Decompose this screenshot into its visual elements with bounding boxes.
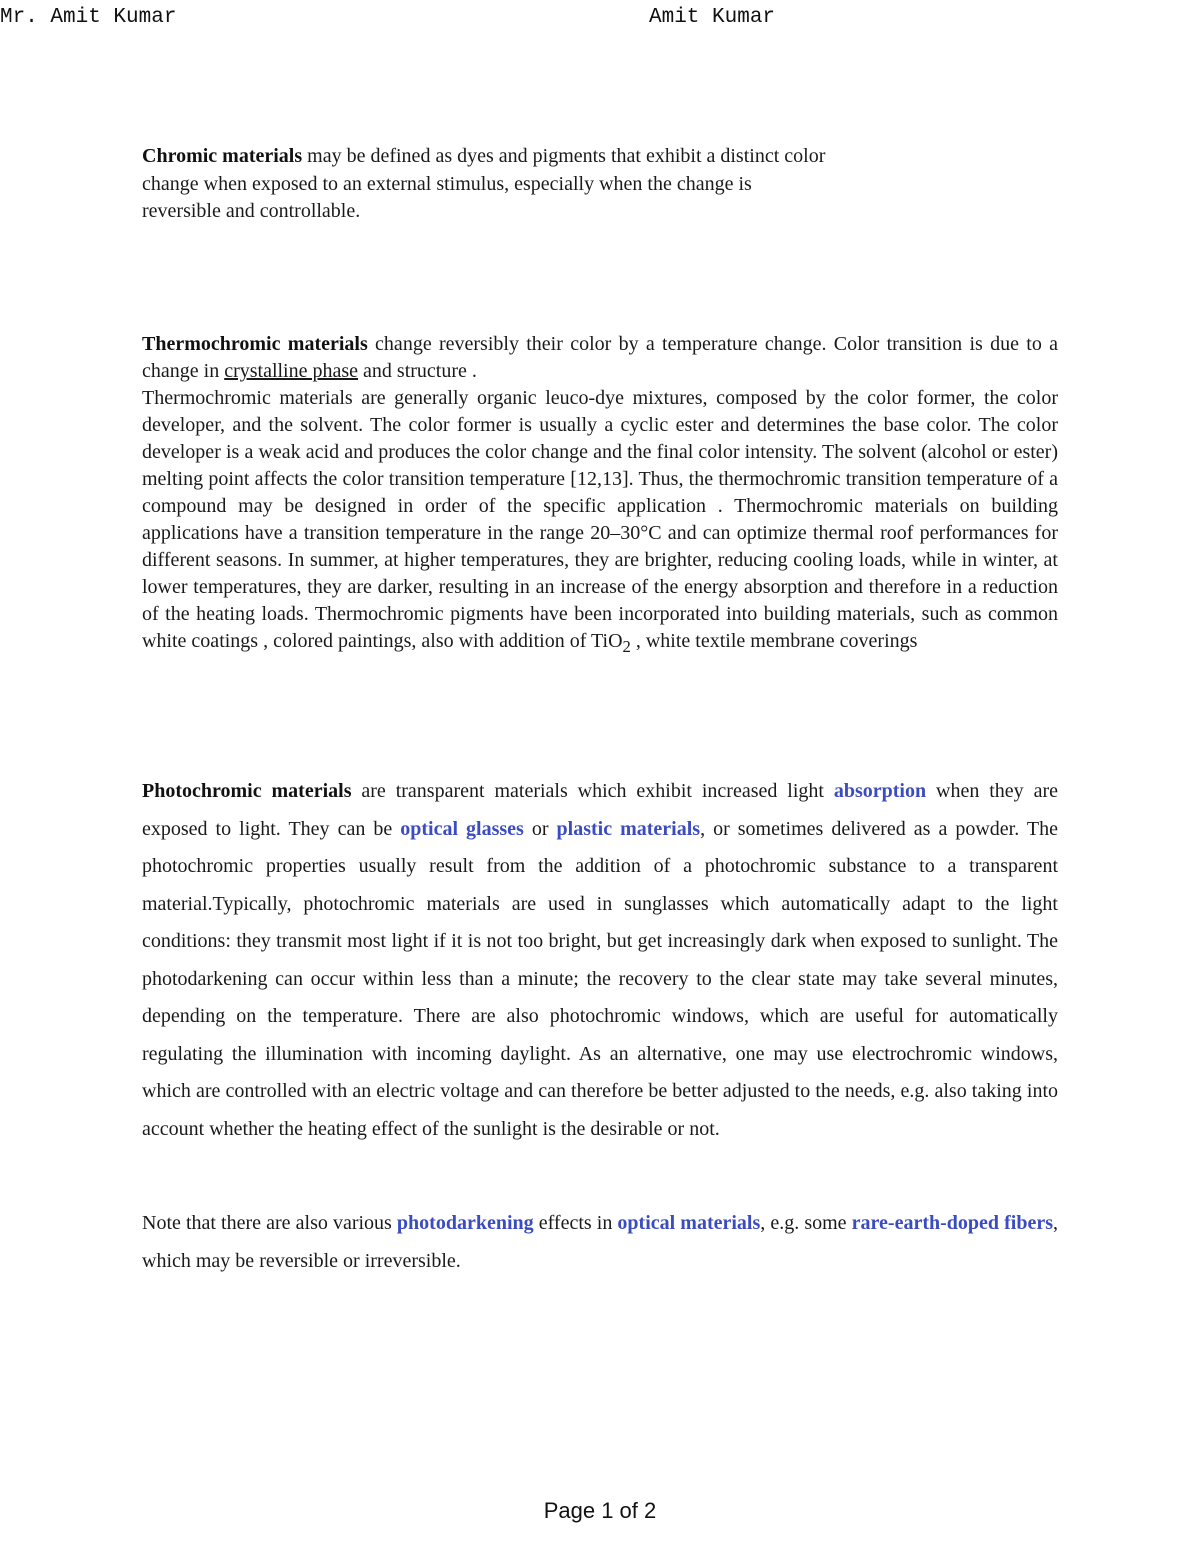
optical-glasses-link[interactable]: optical glasses: [400, 817, 524, 840]
note-text-4: , which may be reversible or irreversible.: [142, 1212, 1059, 1272]
absorption-link[interactable]: absorption: [833, 780, 927, 802]
plastic-materials-link[interactable]: plastic materials: [556, 817, 701, 840]
optical-materials-link[interactable]: optical materials: [617, 1212, 761, 1234]
note-text-2: effects in: [533, 1212, 618, 1234]
photochromic-term: Photochromic materials: [142, 780, 352, 802]
thermochromic-paragraph: [142, 331, 1058, 660]
chromic-term: Chromic materials: [142, 145, 303, 167]
photochromic-text-3: or: [523, 817, 557, 840]
note-text-3: , e.g. some: [760, 1212, 852, 1234]
chromic-text: may be defined as dyes and pigments that exhibit a distinct color change when exposed to an external stimulus, especially when the change is reversible and controllable.: [142, 145, 826, 222]
photochromic-text-1: are transparent materials which exhibit increased light: [351, 780, 834, 802]
tio2-subscript: 2: [622, 637, 631, 656]
note-text-1: Note that there are also various: [142, 1212, 397, 1234]
rare-earth-doped-fibers-link[interactable]: rare-earth-doped fibers: [851, 1212, 1054, 1234]
photochromic-paragraph: [142, 773, 1058, 1148]
page-number: Page 1 of 2: [543, 1498, 657, 1523]
header-author-right: Amit Kumar: [649, 6, 776, 29]
thermochromic-term: Thermochromic materials: [142, 333, 368, 355]
thermochromic-text-3: Thermochromic materials are generally organic leuco-dye mixtures, composed by the color former, the color developer, and the solvent. The color former is usually a cyclic ester and determines the base color. The color developer is a weak acid and produces the color change and the final color intensity. The solvent (alcohol or ester) melting point affects the color transition temperature [12,13]. Thus, the thermochromic transition temperature of a compound may be designed in order of the specific application . Thermochromic materials on building applications have a transition temperature in the range 20–30°C and can optimize thermal roof performances for different seasons. In summer, at higher temperatures, they are brighter, reducing cooling loads, while in winter, at lower temperatures, they are darker, resulting in an increase of the energy absorption and therefore in a reduction of the heating loads. Thermochromic pigments have been incorporated into building materials, such as common white coatings , colored paintings, also with addition of TiO: [142, 387, 1058, 652]
thermochromic-text-2: and structure .: [358, 360, 477, 382]
chromic-paragraph: [142, 143, 832, 226]
photochromic-text-2: when they are exposed to light. They can be: [142, 780, 1058, 840]
crystalline-phase-underlined: crystalline phase: [224, 360, 359, 382]
header-author-left: Mr. Amit Kumar: [0, 6, 177, 29]
thermochromic-text-1: change reversibly their color by a temperature change. Color transition is due to a change in: [142, 333, 1058, 382]
photodarkening-link[interactable]: photodarkening: [396, 1212, 534, 1234]
thermochromic-text-4: , white textile membrane coverings: [630, 630, 918, 652]
note-paragraph: [142, 1205, 1058, 1280]
photochromic-text-4: , or sometimes delivered as a powder. The photochromic properties usually result from the addition of a photochromic substance to a transparent material.Typically, photochromic materials are used in sunglasses which automatically adapt to the light conditions: they transmit most light if it is not too bright, but get increasingly dark when exposed to sunlight. The photodarkening can occur within less than a minute; the recovery to the clear state may take several minutes, depending on the temperature. There are also photochromic windows, which are useful for automatically regulating the illumination with incoming daylight. As an alternative, one may use electrochromic windows, which are controlled with an electric voltage and can therefore be better adjusted to the needs, e.g. also taking into account whether the heating effect of the sunlight is the desirable or not.: [142, 817, 1058, 1140]
